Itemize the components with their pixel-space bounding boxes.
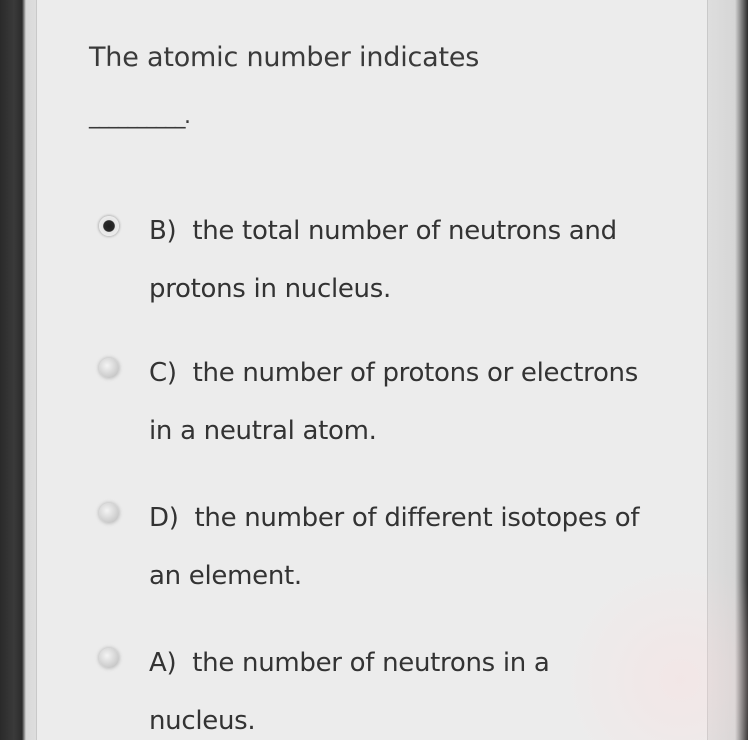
option-label (149, 344, 659, 460)
option-label (149, 634, 659, 740)
radio-selected-icon[interactable] (99, 216, 119, 236)
option-letter: B) (149, 216, 177, 246)
answer-options (37, 0, 707, 740)
option-letter: C) (149, 358, 177, 388)
option-text: the number of different isotopes of an element. (149, 503, 640, 591)
question-text: The atomic number indicates (89, 42, 480, 73)
option-letter: D) (149, 503, 179, 533)
answer-blank: __________. (89, 104, 190, 129)
radio-unselected-icon[interactable] (99, 358, 119, 378)
option-text: the number of protons or electrons in a neutral atom. (149, 358, 638, 446)
radio-unselected-icon[interactable] (99, 648, 119, 668)
question-card (36, 0, 708, 740)
option-letter: A) (149, 648, 177, 678)
option-text: the number of neutrons in a nucleus. (149, 648, 550, 736)
option-label (149, 202, 659, 318)
option-text: the total number of neutrons and protons in nucleus. (149, 216, 617, 304)
radio-unselected-icon[interactable] (99, 503, 119, 523)
option-label (149, 489, 659, 605)
